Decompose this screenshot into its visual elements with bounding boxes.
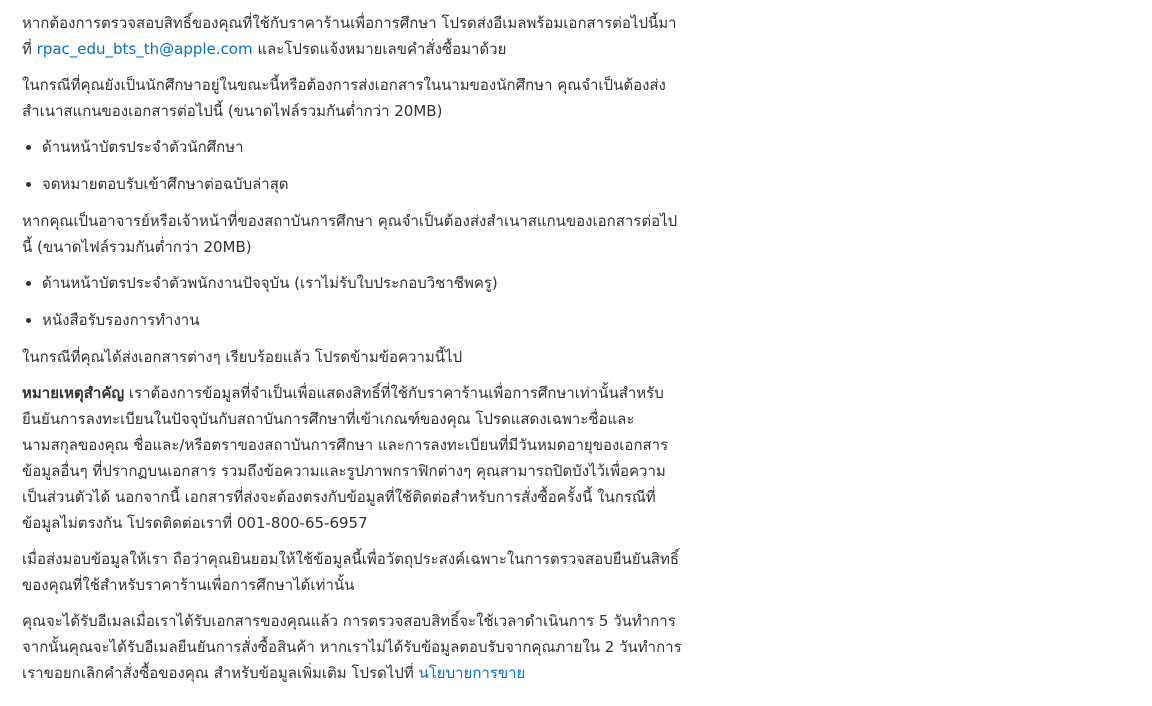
important-note-label: หมายเหตุสำคัญ: [22, 384, 125, 402]
consent-paragraph: เมื่อส่งมอบข้อมูลให้เรา ถือว่าคุณยินยอมให้ใช้ข้อมูลนี้เพื่อวัตถุประสงค์เฉพาะในการตรวจสอบยืนยันสิทธิ์ของคุณที่ใช้สำหรับราคาร้านเพื่อการศึกษาได้เท่านั้น: [22, 550, 680, 594]
edu-verification-content: [22, 10, 682, 696]
list-item: • ด้านหน้าบัตรประจำตัวพนักงานปัจจุบัน (เราไม่รับใบประกอบวิชาชีพครู): [42, 270, 682, 296]
email-instructions-paragraph: [22, 10, 682, 62]
processing-time-paragraph: [22, 608, 682, 686]
important-note-text: เราต้องการข้อมูลที่จำเป็นเพื่อแสดงสิทธิ์ที่ใช้กับราคาร้านเพื่อการศึกษาเท่านั้นสำหรับยืนยันการลงทะเบียนในปัจจุบันกับสถาบันการศึกษาที่เข้าเกณฑ์ของคุณ โปรดแสดงเฉพาะชื่อและนามสกุลของคุณ ชื่อและ/หรือตราของสถาบันการศึกษา และการลงทะเบียนที่มีวันหมดอายุของเอกสาร ข้อมูลอื่นๆ ที่ปรากฏบนเอกสาร รวมถึงข้อความและรูปภาพกราฟิกต่างๆ คุณสามารถปิดบังไว้เพื่อความเป็นส่วนตัวได้ นอกจากนี้ เอกสารที่ส่งจะต้องตรงกับข้อมูลที่ใช้ติดต่อสำหรับการสั่งซื้อครั้งนี้ ในกรณีที่ข้อมูลไม่ตรงกัน โปรดติดต่อเราที่ 001-800-65-6957: [22, 384, 669, 532]
support-email-link[interactable]: rpac_edu_bts_th@apple.com: [36, 40, 253, 58]
staff-documents-list: [22, 270, 682, 333]
email-instructions-text: หากต้องการตรวจสอบสิทธิ์ของคุณที่ใช้กับราคาร้านเพื่อการศึกษา โปรดส่งอีเมลพร้อมเอกสารต่อไปนี้มาที่: [22, 14, 677, 58]
list-item: • หนังสือรับรองการทำงาน: [42, 307, 682, 333]
student-requirements-paragraph: ในกรณีที่คุณยังเป็นนักศึกษาอยู่ในขณะนี้หรือต้องการส่งเอกสารในนามของนักศึกษา คุณจำเป็นต้องส่งสำเนาสแกนของเอกสารต่อไปนี้ (ขนาดไฟล์รวมกันต่ำกว่า 20MB): [22, 76, 666, 120]
list-item: • จดหมายตอบรับเข้าศึกษาต่อฉบับล่าสุด: [42, 171, 682, 197]
processing-time-text: คุณจะได้รับอีเมลเมื่อเราได้รับเอกสารของคุณแล้ว การตรวจสอบสิทธิ์จะใช้เวลาดำเนินการ 5 วันทำการ จากนั้นคุณจะได้รับอีเมลยืนยันการสั่งซื้อสินค้า หากเราไม่ได้รับข้อมูลตอบรับจากคุณภายใน 2 วันทำการ เราขอยกเลิกคำสั่งซื้อของคุณ สำหรับข้อมูลเพิ่มเติม โปรดไปที่: [22, 612, 682, 682]
order-number-note: และโปรดแจ้งหมายเลขคำสั่งซื้อมาด้วย: [252, 40, 507, 58]
list-item: • ด้านหน้าบัตรประจำตัวนักศึกษา: [42, 134, 682, 160]
sales-policy-link[interactable]: นโยบายการขาย: [418, 664, 526, 682]
staff-requirements-paragraph: หากคุณเป็นอาจารย์หรือเจ้าหน้าที่ของสถาบันการศึกษา คุณจำเป็นต้องส่งสำเนาสแกนของเอกสารต่อไปนี้ (ขนาดไฟล์รวมกันต่ำกว่า 20MB): [22, 212, 678, 256]
important-note-paragraph: [22, 380, 682, 536]
student-documents-list: [22, 134, 682, 197]
already-sent-note: ในกรณีที่คุณได้ส่งเอกสารต่างๆ เรียบร้อยแล้ว โปรดข้ามข้อความนี้ไป: [22, 348, 463, 366]
